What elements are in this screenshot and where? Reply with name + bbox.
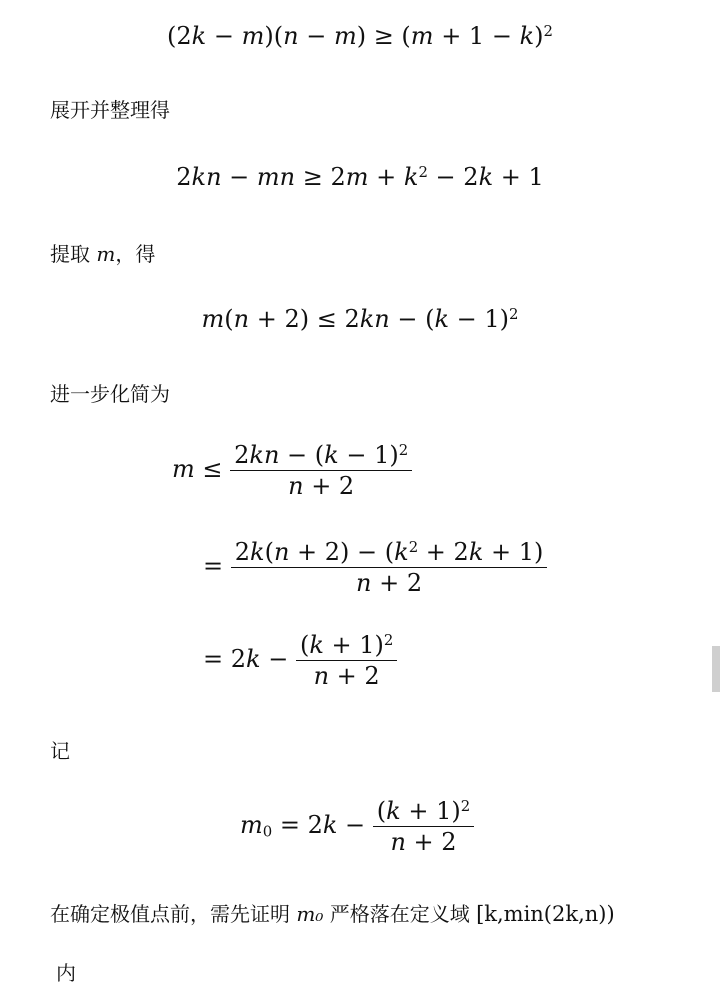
fraction-4: $\frac{2kn - (k - 1)^2}{n + 2}$ [230, 440, 412, 501]
fraction-5: $\frac{2k(n + 2) - (k^2 + 2k + 1)}{n + 2}$ [231, 537, 548, 598]
text-proof-tail: 内 [56, 961, 76, 985]
scrollbar-thumb[interactable] [712, 646, 720, 692]
equation-1: $(2k - m)(n - m) \ge (m + 1 - k)^2$ [167, 21, 553, 50]
equation-2: 2kn − mn ≥ $2m + k^2 - 2k + 1$ [176, 162, 544, 191]
equation-6: = 2k − $\frac{(k + 1)^2}{n + 2}$ [203, 630, 397, 691]
text-proof: 在确定极值点前，需先证明 m₀ 严格落在定义域 [k,min(2k,n)) [50, 902, 615, 926]
equation-7: $m_0 = 2k$ − $\frac{(k + 1)^2}{n + 2}$ [240, 796, 474, 857]
text-simplify: 进一步化简为 [50, 382, 170, 406]
equation-3: $m(n + 2) \le 2kn - (k - 1)^2$ [201, 304, 519, 333]
equation-5: = $\frac{2k(n + 2) - (k^2 + 2k + 1)}{n + 2}$ [203, 537, 547, 598]
fraction-6: $\frac{(k + 1)^2}{n + 2}$ [296, 630, 397, 691]
text-define: 记 [50, 739, 70, 763]
fraction-7: $\frac{(k + 1)^2}{n + 2}$ [373, 796, 474, 857]
equation-4: m ≤ $\frac{2kn - (k - 1)^2}{n + 2}$ [172, 440, 412, 501]
text-expand: 展开并整理得 [50, 98, 170, 122]
text-extract: 提取 m，得 [50, 242, 156, 266]
